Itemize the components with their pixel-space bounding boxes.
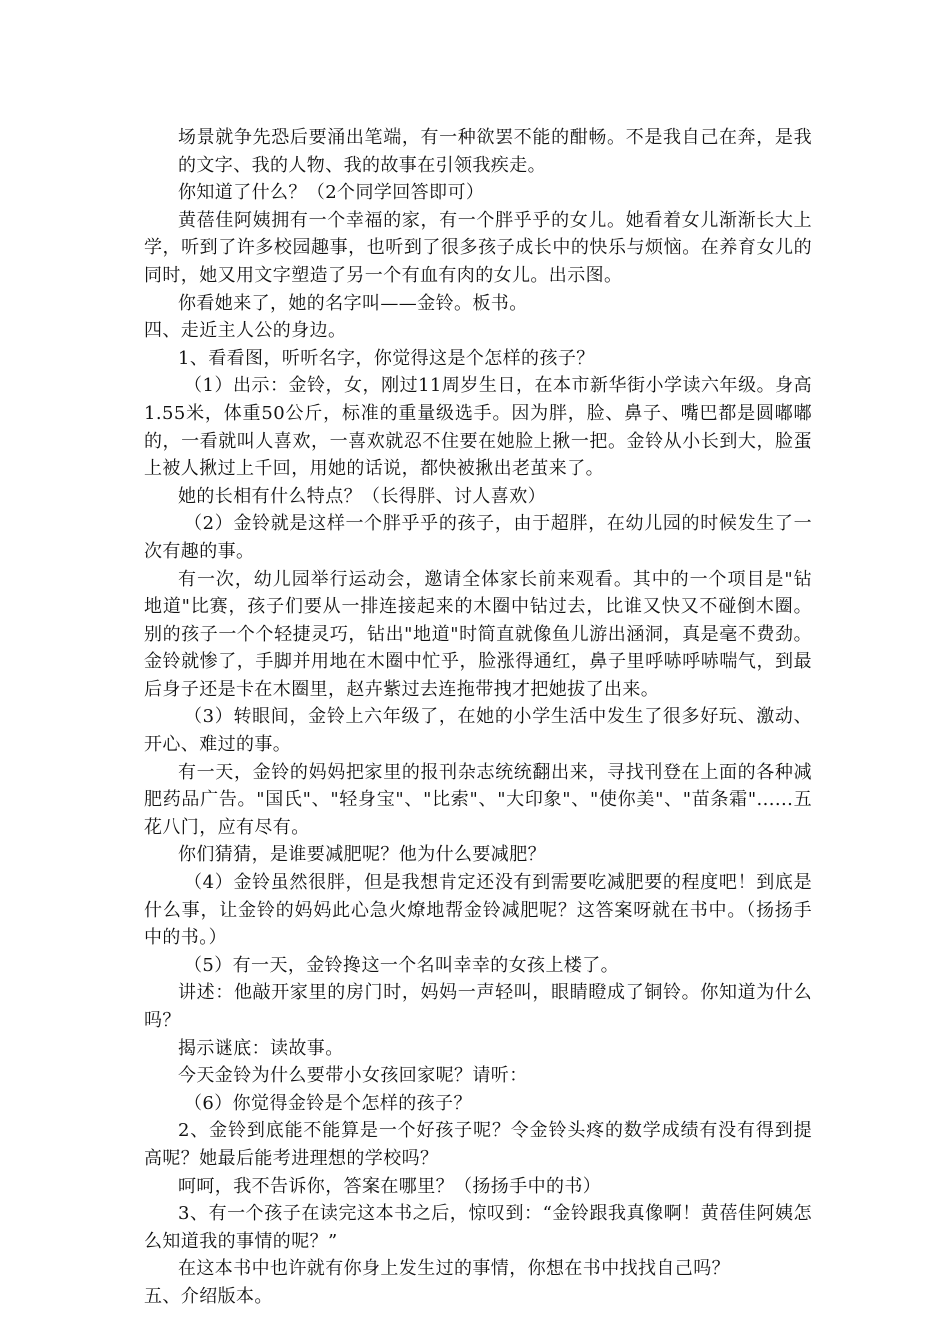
paragraph-23: 在这本书中也许就有你身上发生过的事情，你想在书中找找自己吗？ xyxy=(178,1258,730,1280)
paragraph-14: （4）金铃虽然很胖，但是我想肯定还没有到需要吃减肥要的程度吧！到底是什么事，让金铃的妈妈此心急火燎地帮金铃减肥呢？这答案呀就在书中。（扬扬手中的书。） xyxy=(144,872,812,949)
document-body xyxy=(144,124,812,1311)
paragraph-8: 她的长相有什么特点？（长得胖、讨人喜欢） xyxy=(178,485,546,507)
paragraph-16: 讲述：他敲开家里的房门时，妈妈一声轻叫，眼睛瞪成了铜铃。你知道为什么吗？ xyxy=(144,982,812,1031)
section-heading-5: 五、介绍版本。 xyxy=(144,1285,273,1307)
paragraph-1: 场景就争先恐后要涌出笔端，有一种欲罢不能的酣畅。不是我自己在奔，是我的文字、我的人物、我的故事在引领我疾走。 xyxy=(178,127,812,176)
paragraph-22: 3、有一个孩子在读完这本书之后，惊叹到：“金铃跟我真像啊！黄蓓佳阿姨怎么知道我的事情的呢？” xyxy=(144,1203,812,1252)
paragraph-4: 你看她来了，她的名字叫——金铃。板书。 xyxy=(178,292,528,314)
paragraph-6: 1、看看图，听听名字，你觉得这是个怎样的孩子？ xyxy=(178,347,595,369)
paragraph-11: （3）转眼间，金铃上六年级了，在她的小学生活中发生了很多好玩、激动、开心、难过的事。 xyxy=(144,706,812,756)
paragraph-13: 你们猜猜，是谁要减肥呢？他为什么要减肥？ xyxy=(178,844,546,866)
paragraph-19: （6）你觉得金铃是个怎样的孩子？ xyxy=(184,1092,472,1114)
section-heading-4: 四、走近主人公的身边。 xyxy=(144,320,347,342)
paragraph-7: （1）出示：金铃，女，刚过11周岁生日，在本市新华街小学读六年级。身高1.55米，体重50公斤，标准的重量级选手。因为胖，脸、鼻子、嘴巴都是圆嘟嘟的，一看就叫人喜欢，一喜欢就忍不住要在她脸上揪一把。金铃从小长到大，脸蛋上被人揪过上千回，用她的话说，都快被揪出老茧来了。 xyxy=(144,375,812,480)
paragraph-20: 2、金铃到底能不能算是一个好孩子呢？令金铃头疼的数学成绩有没有得到提高呢？她最后能考进理想的学校吗？ xyxy=(144,1120,812,1169)
paragraph-12: 有一天，金铃的妈妈把家里的报刊杂志统统翻出来，寻找刊登在上面的各种减肥药品广告。"国氏"、"轻身宝"、"比索"、"大印象"、"使你美"、"苗条霜"......五花八门，应有尽有。 xyxy=(144,761,812,838)
paragraph-2: 你知道了什么？（2个同学回答即可） xyxy=(178,182,485,204)
paragraph-21: 呵呵，我不告诉你，答案在哪里？（扬扬手中的书） xyxy=(178,1175,602,1197)
paragraph-17: 揭示谜底：读故事。 xyxy=(178,1037,344,1059)
paragraph-3: 黄蓓佳阿姨拥有一个幸福的家，有一个胖乎乎的女儿。她看着女儿渐渐长大上学，听到了许多校园趣事，也听到了很多孩子成长中的快乐与烦恼。在养育女儿的同时，她又用文字塑造了另一个有血有肉的女儿。出示图。 xyxy=(144,209,812,286)
paragraph-15: （5）有一天，金铃搀这一个名叫幸幸的女孩上楼了。 xyxy=(184,954,620,976)
paragraph-9: （2）金铃就是这样一个胖乎乎的孩子，由于超胖，在幼儿园的时候发生了一次有趣的事。 xyxy=(144,513,812,562)
paragraph-18: 今天金铃为什么要带小女孩回家呢？请听： xyxy=(178,1065,528,1087)
paragraph-10: 有一次，幼儿园举行运动会，邀请全体家长前来观看。其中的一个项目是"钻地道"比赛，孩子们要从一排连接起来的木圈中钻过去，比谁又快又不碰倒木圈。别的孩子一个个轻捷灵巧，钻出"地道"时简直就像鱼儿游出涵洞，真是毫不费劲。金铃就惨了，手脚并用地在木圈中忙乎，脸涨得通红，鼻子里呼哧呼哧喘气，到最后身子还是卡在木圈里，赵卉紫过去连拖带拽才把她拔了出来。 xyxy=(144,568,812,700)
